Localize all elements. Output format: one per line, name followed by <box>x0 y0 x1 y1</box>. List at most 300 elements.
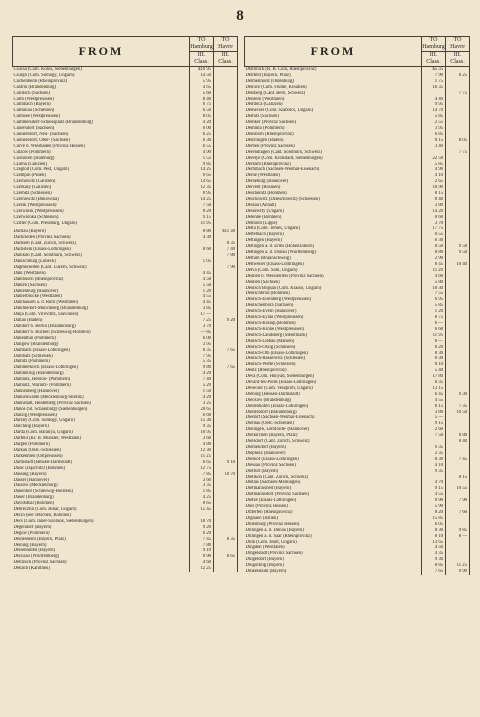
right-hamburg-to: TO <box>429 37 438 43</box>
havre-rate-cell: 10 55 <box>446 486 470 492</box>
right-havre-to: TO <box>453 37 462 43</box>
place-cell: Dachsen (Cant. Zürich, Schweiz) <box>13 241 76 247</box>
place-cell: Dachau (Bayern) <box>13 229 46 235</box>
place-cell: Dieckow (Brandenburg) <box>245 397 292 403</box>
hamburg-rate-cell: 5 40 <box>422 368 446 374</box>
place-cell: Deutsch-Ossig (Schlesien) <box>245 344 296 350</box>
place-cell: Deutschbrod (Böhmen) <box>245 291 290 297</box>
left-hamburg-class-num: III. <box>197 52 206 58</box>
havre-rate-cell: 9 50 <box>446 244 470 250</box>
place-cell: Dilln (Com. Hont, Ungarn) <box>245 539 297 545</box>
hamburg-rate-cell: 8 05 <box>190 114 214 120</box>
place-cell: Darkau (Oest.-Schlesien) <box>13 448 61 453</box>
right-rate-table <box>244 36 470 575</box>
hamburg-rate-cell: 6 00 <box>190 126 214 132</box>
place-cell: Deva (Com. Hunyad, Siebenbürgen) <box>245 374 315 380</box>
hamburg-rate-cell: 5 80 <box>422 280 446 286</box>
place-cell: Cuxhaven (Hamburg) <box>13 155 55 161</box>
hamburg-rate-cell: 15 85 <box>422 516 446 522</box>
place-cell: Dagmersellen (Cant. Luzern, Schweiz) <box>13 264 87 270</box>
hamburg-rate-cell: 6 60 <box>190 413 214 419</box>
place-cell: Derne (Westfalen) <box>245 173 280 179</box>
hamburg-rate-cell: 12 35 <box>190 185 214 191</box>
place-cell: Detta (Com. Temes, Ungarn) <box>245 226 300 232</box>
place-cell: Dargen (Pommern) <box>13 442 50 448</box>
hamburg-rate-cell: 14 50 <box>190 73 214 79</box>
hamburg-rate-cell: 6 55 <box>190 144 214 150</box>
place-cell: Derkum (Rheinprovinz) <box>245 161 291 167</box>
hamburg-rate-cell: 11 25 <box>190 454 214 460</box>
place-cell: Detenbe (Böhmen) <box>245 214 282 220</box>
place-cell: Dettingen a. d. Erms (Hohenzollern) <box>245 244 314 250</box>
havre-rate-cell: 8 40 <box>446 439 470 445</box>
hamburg-rate-cell: 3 80 <box>422 203 446 209</box>
hamburg-rate-cell: 8 15 <box>422 191 446 197</box>
place-cell: Cunersdorf (Sachsen) <box>13 126 55 132</box>
place-cell: Dallenthin (Pommern) <box>13 335 56 341</box>
hamburg-rate-cell: 8 45 <box>422 262 446 268</box>
place-cell: Diez (Provinz Hessen) <box>245 504 288 510</box>
place-cell: Dietmannsried (Bayern) <box>245 486 291 492</box>
hamburg-rate-cell: 12 30 <box>190 448 214 454</box>
place-cell: Deining (Bayern) <box>13 542 47 548</box>
place-cell: Czempin (Posen) <box>13 173 46 179</box>
hamburg-rate-cell: 7 50 <box>422 433 446 439</box>
hamburg-rate-cell: 4 65 <box>190 85 214 91</box>
place-cell: Deuben (Sachsen) <box>245 279 280 285</box>
right-hamburg-class-word: Class. <box>426 59 441 65</box>
place-cell: Demmin (Pommern) <box>245 126 285 132</box>
place-cell: Dammkrug (Brandenburg) <box>13 371 64 377</box>
hamburg-rate-cell: 12 25 <box>190 566 214 572</box>
place-cell: Debrecztin (Com. Bihar, Ungarn) <box>13 507 77 513</box>
place-cell: Deutsch-Eylau (Westpreussen) <box>245 315 304 321</box>
hamburg-rate-cell: 6 45 <box>422 392 446 398</box>
hamburg-rate-cell: 4 50 <box>190 277 214 283</box>
havre-rate-cell: 8 35 <box>214 537 238 543</box>
hamburg-rate-cell: 3 60 <box>190 478 214 484</box>
place-cell: Dauenhof (Schleswig-Holstein) <box>13 489 73 495</box>
hamburg-rate-cell: 8 30 <box>422 528 446 534</box>
place-cell: Delitzsch (Provinz Sachsen) <box>13 560 67 566</box>
place-cell: Dahlen (Sachsen) <box>13 282 47 288</box>
hamburg-rate-cell: 4 55 <box>422 492 446 498</box>
place-cell: Czifter (Com. Pressburg, Ungarn) <box>13 220 78 226</box>
place-cell: Dettum (Braunschweig) <box>245 256 291 261</box>
place-cell: Detmold (Lippe) <box>245 220 278 226</box>
place-cell: Czerwinsk (Westpreussen) <box>13 208 64 214</box>
hamburg-rate-cell: 5 85 <box>422 303 446 309</box>
hamburg-rate-cell: 1 55 <box>190 156 214 162</box>
hamburg-rate-cell: 22 50 <box>422 156 446 162</box>
hamburg-rate-cell: 8 60 <box>190 247 214 253</box>
hamburg-rate-cell: 4 35 <box>422 551 446 557</box>
place-cell: Dingden (Westfalen) <box>245 545 285 551</box>
hamburg-rate-cell: 9 15 <box>422 421 446 427</box>
place-cell: Dassing (Bayern) <box>13 471 47 477</box>
havre-rate-cell: 7 40 <box>214 247 238 253</box>
place-cell: Deidesheim (Bayern, Pfalz) <box>13 536 66 542</box>
hamburg-rate-cell: 6 60 <box>422 327 446 333</box>
place-cell: Czernitz (Schlesien) <box>13 191 52 197</box>
place-cell: Diedersdorf (Brandenburg) <box>245 409 297 415</box>
place-cell: Deretye (Com. Kronstadt, Siebenbürgen) <box>245 155 323 161</box>
hamburg-rate-cell: 8 40 <box>190 97 214 103</box>
hamburg-rate-cell: 6 05 <box>422 522 446 528</box>
place-cell: Dannenberg (Hannover) <box>13 388 60 394</box>
place-cell: Dános (St. Schässburg) (Siebenbürgen) <box>13 406 88 412</box>
place-cell: Deuben b. Weissenfels (Provinz Sachsen) <box>245 273 324 279</box>
place-cell: Dahl (Westfalen) <box>13 270 46 276</box>
hamburg-rate-cell: 4 80 <box>190 442 214 448</box>
hamburg-rate-cell: 15 30 <box>190 418 214 424</box>
left-hamburg-to: TO <box>197 37 206 43</box>
hamburg-rate-cell: 8 30 <box>422 351 446 357</box>
place-cell: Deizisau (Württemberg) <box>13 554 60 560</box>
hamburg-rate-cell: 8 90 <box>190 554 214 560</box>
hamburg-rate-cell: 17 — <box>190 312 214 318</box>
hamburg-rate-cell: 17 80 <box>422 374 446 380</box>
right-hamburg-header <box>422 37 446 52</box>
place-cell: Dervent (Bosnien) <box>245 185 281 191</box>
hamburg-rate-cell: 4 20 <box>190 395 214 401</box>
place-cell: Dannstadt, Heidelberg (Provinz Sachsen) <box>13 400 91 406</box>
right-column <box>244 36 470 575</box>
hamburg-rate-cell: 5 85 <box>422 114 446 120</box>
hamburg-rate-cell: 9 35 <box>422 469 446 475</box>
right-hamburg-class-num: III. <box>429 52 438 58</box>
hamburg-rate-cell: $16 95 <box>190 67 214 73</box>
hamburg-rate-cell: 4 45 <box>190 271 214 277</box>
havre-rate-cell: 7 75 <box>446 150 470 156</box>
place-cell: Cuchenheim (Rheinprovinz) <box>13 78 68 84</box>
left-hamburg-class <box>190 52 214 67</box>
hamburg-rate-cell: 3 70 <box>190 324 214 330</box>
left-hamburg-dest: Hamburg <box>190 44 213 50</box>
havre-rate-cell: 8 80 <box>446 433 470 439</box>
place-cell: Degow (Pommern) <box>13 530 50 536</box>
left-havre-header <box>214 37 238 52</box>
havre-rate-cell: 10 50 <box>446 410 470 416</box>
hamburg-rate-cell: 2 60 <box>422 427 446 433</box>
place-cell: Dillingen a. d. Saar (Rheinprovinz) <box>245 533 312 539</box>
hamburg-rate-cell: 4 10 <box>422 463 446 469</box>
table-row <box>13 566 238 572</box>
hamburg-rate-cell: 9 85 <box>190 162 214 168</box>
place-cell: Dahlhausen a. d. Ruhr (Westfalen) <box>13 300 79 306</box>
hamburg-rate-cell: 4 40 <box>422 97 446 103</box>
place-cell: Dallau (Baden) <box>13 318 43 324</box>
place-cell: Dassel (Hannover) <box>13 477 49 483</box>
hamburg-rate-cell: 11 95 <box>422 333 446 339</box>
place-cell: Dettelbach (Bayern) <box>245 232 284 238</box>
hamburg-rate-cell: 6 25 <box>190 132 214 138</box>
place-cell: Derendingen (Cant. Solothurn, Schweiz) <box>245 149 322 155</box>
place-cell: Dielsdorf (Cant. Zürich, Schweiz) <box>245 439 310 445</box>
place-cell: Culm (Westpreussen) <box>13 96 54 102</box>
place-cell: Dambach (Elsass-Lothringen) <box>13 347 70 353</box>
left-table-body <box>13 67 238 573</box>
place-cell: Culmsee (Westpreussen) <box>13 114 60 120</box>
hamburg-rate-cell: 18 90 <box>422 185 446 191</box>
havre-rate-cell: 7 90 <box>214 265 238 271</box>
place-cell: Dellfeld (Bayern, Pfalz) <box>245 72 291 78</box>
hamburg-rate-cell: 1 85 <box>190 489 214 495</box>
hamburg-rate-cell: 3 95 <box>422 126 446 132</box>
left-column <box>12 36 238 575</box>
hamburg-rate-cell: 2 55 <box>422 120 446 126</box>
hamburg-rate-cell: 6 — <box>422 321 446 327</box>
place-cell: Dahlbusch (Rheinprovinz) <box>13 276 64 282</box>
havre-rate-cell: 8 — <box>446 534 470 540</box>
hamburg-rate-cell: 3 35 <box>190 483 214 489</box>
hamburg-rate-cell: 1 20 <box>422 309 446 315</box>
hamburg-rate-cell: 18 30 <box>422 286 446 292</box>
place-cell: Dembica (Galizien) <box>245 102 283 108</box>
hamburg-rate-cell: 9 15 <box>190 215 214 221</box>
left-havre-class-word: Class. <box>218 59 233 65</box>
hamburg-rate-cell: 8 10 <box>422 362 446 368</box>
place-cell: Dalldorf b. Büchen (Schleswig-Holstein) <box>13 329 91 335</box>
place-cell: Demker (Provinz Sachsen) <box>245 120 297 126</box>
hamburg-rate-cell: $5 35 <box>422 67 446 73</box>
place-cell: Deutsch-Eisenberg (Westpreussen) <box>245 297 312 303</box>
hamburg-rate-cell: 7 45 <box>190 537 214 543</box>
place-cell: Dessau (Anhalt) <box>245 202 277 208</box>
hamburg-rate-cell: 5 35 <box>190 359 214 365</box>
hamburg-rate-cell: — 85 <box>190 330 214 336</box>
havre-rate-cell: 9 30 <box>446 392 470 398</box>
havre-rate-cell: 7 65 <box>214 365 238 371</box>
hamburg-rate-cell: 3 95 <box>190 342 214 348</box>
place-cell: Dassow (Mecklenburg) <box>13 483 58 489</box>
havre-rate-cell: 9 10 <box>214 460 238 466</box>
place-cell: Dettingen a. d. Donau (Württemberg) <box>245 250 316 256</box>
havre-rate-cell: 10 40 <box>446 262 470 268</box>
place-cell: Deisenhofen (Bayern) <box>13 548 56 554</box>
hamburg-rate-cell: 5 — <box>422 415 446 421</box>
place-cell: Dingolfing (Bayern) <box>245 563 284 569</box>
place-cell: Deutsch-Rasselwitz (Schlesien) <box>245 356 305 362</box>
place-cell: Deutsch-Wette (Schlesien) <box>245 362 296 368</box>
hamburg-rate-cell: 8 40 <box>422 197 446 203</box>
hamburg-rate-cell: 6 55 <box>422 232 446 238</box>
hamburg-rate-cell: 5 60 <box>190 91 214 97</box>
hamburg-rate-cell: 6 30 <box>190 138 214 144</box>
hamburg-rate-cell: 7 25 <box>190 318 214 324</box>
place-cell: Cunnersdorf, Neu- (Sachsen) <box>13 131 69 137</box>
columns <box>12 36 470 575</box>
hamburg-rate-cell: 8 95 <box>190 191 214 197</box>
place-cell: Detva (Com. Sohl, Ungarn) <box>245 267 298 273</box>
place-cell: Diessau (Provinz Sachsen) <box>245 462 296 468</box>
place-cell: Csucsa (Com. Kolos, Siebenbürgen) <box>13 67 82 72</box>
place-cell: Dahlenburg (Hannover) <box>13 288 59 294</box>
havre-rate-cell: 7 75 <box>446 91 470 97</box>
place-cell: Derben (Provinz Sachsen) <box>245 143 295 149</box>
place-cell: Dahlmedorf-Münchberg (Brandenburg) <box>13 306 88 312</box>
hamburg-rate-cell: 5 20 <box>190 383 214 389</box>
place-cell: Decin (see Tetschen, Böhmen) <box>13 512 71 518</box>
hamburg-rate-cell: 1 50 <box>190 389 214 395</box>
place-cell: Darmstadt (Hessen-Darmstadt) <box>13 459 72 465</box>
hamburg-rate-cell: 9 30 <box>422 557 446 563</box>
hamburg-rate-cell: 14 25 <box>190 197 214 203</box>
hamburg-rate-cell: 8 35 <box>190 348 214 354</box>
havre-rate-cell: 10 70 <box>214 472 238 478</box>
hamburg-rate-cell: 6 95 <box>422 297 446 303</box>
place-cell: Cullitsch (Sachsen) <box>13 90 51 96</box>
page-number: 8 <box>236 8 244 24</box>
place-cell: Dettweiler (Elsass-Lothringen) <box>245 261 304 267</box>
havre-rate-cell: $11 30 <box>214 229 238 235</box>
place-cell: Decs (Com. Inner-Szolnok, Siebenbürgen) <box>13 518 94 524</box>
hamburg-rate-cell: 12 75 <box>190 466 214 472</box>
hamburg-rate-cell: 7 90 <box>422 73 446 79</box>
right-havre-class-word: Class. <box>450 59 465 65</box>
hamburg-rate-cell: 8 60 <box>422 215 446 221</box>
havre-rate-cell: 7 80 <box>214 253 238 259</box>
havre-rate-cell: 9 85 <box>446 528 470 534</box>
hamburg-rate-cell: 9 95 <box>422 102 446 108</box>
hamburg-rate-cell: 4 90 <box>422 167 446 173</box>
hamburg-rate-cell: 5 50 <box>190 283 214 289</box>
hamburg-rate-cell: 9 15 <box>422 486 446 492</box>
place-cell: Deutz (Rheinprovinz) <box>245 368 287 374</box>
place-cell: Csurgó (Com. Somogy, Ungarn) <box>13 72 75 78</box>
place-cell: Diedorf (Sachsen-Weimar-Eisenach) <box>245 415 315 421</box>
havre-rate-cell: 7 45 <box>446 457 470 463</box>
hamburg-rate-cell: 11 95 <box>190 221 214 227</box>
left-havre-class-num: III. <box>221 52 230 58</box>
havre-rate-cell: 7 90 <box>446 498 470 504</box>
place-cell: Dingelstädt (Provinz Sachsen) <box>245 551 303 557</box>
hamburg-rate-cell: 8 — <box>422 339 446 345</box>
place-cell: Deutsch-Oth (Elsass-Lothringen) <box>245 350 308 356</box>
left-hamburg-header <box>190 37 214 52</box>
place-cell: Delstern (Westfalen) <box>245 96 285 102</box>
hamburg-rate-cell: 4 50 <box>422 545 446 551</box>
place-cell: Differten (Rheinprovinz) <box>245 509 293 515</box>
place-cell: Cunnersdorf, Ober- (Sachsen) <box>13 137 70 143</box>
place-cell: Dieskof (Elsass-Lothringen) <box>245 456 299 462</box>
place-cell: Danzig (Westpreussen) <box>13 412 57 418</box>
place-cell: Czernowitz (Bukowina) <box>13 196 59 202</box>
hamburg-rate-cell: 2 90 <box>422 256 446 262</box>
right-havre-dest: Havre <box>450 44 465 50</box>
place-cell: Dietmannsdorf (Provinz Sachsen) <box>245 492 310 498</box>
hamburg-rate-cell: 9 10 <box>190 548 214 554</box>
hamburg-rate-cell: 8 65 <box>190 501 214 507</box>
hamburg-rate-cell: 4 45 <box>190 300 214 306</box>
place-cell: Cummersdorf-Schiessplatz (Brandenburg) <box>13 120 93 126</box>
havre-rate-cell: 7 60 <box>446 510 470 516</box>
place-cell: Delmenhorst (Oldenburg) <box>245 78 294 84</box>
place-cell: Darfeld (Kr. B. Münster, Westfalen) <box>13 436 81 442</box>
hamburg-rate-cell: 4 90 <box>190 150 214 156</box>
place-cell: Dalldorf b. Berlin (Brandenburg) <box>13 323 76 329</box>
place-cell: Diepholz (Hannover) <box>245 450 286 456</box>
hamburg-rate-cell: 3 40 <box>422 144 446 150</box>
hamburg-rate-cell: 3 80 <box>422 410 446 416</box>
havre-rate-cell: 7 35 <box>446 404 470 410</box>
hamburg-rate-cell: 6 65 <box>190 460 214 466</box>
place-cell: Deutsch-Evern (Hannover) <box>245 309 297 315</box>
hamburg-rate-cell: 6 00 <box>190 336 214 342</box>
havre-rate-cell: 8 15 <box>446 475 470 481</box>
havre-rate-cell: 8 05 <box>446 138 470 144</box>
hamburg-rate-cell: 8 85 <box>422 563 446 569</box>
hamburg-rate-cell: 7 65 <box>422 569 446 575</box>
place-cell: Derneburg (Hannover) <box>245 179 289 185</box>
place-cell: Demitz (Sachsen) <box>245 114 279 120</box>
place-cell: Dammerkirch (Elsass-Lothringen) <box>13 365 78 371</box>
left-havre-dest: Havre <box>218 44 233 50</box>
hamburg-rate-cell: 2 35 <box>422 451 446 457</box>
hamburg-rate-cell: 4 60 <box>422 274 446 280</box>
hamburg-rate-cell: 1 20 <box>190 289 214 295</box>
hamburg-rate-cell: 8 80 <box>190 229 214 235</box>
hamburg-rate-cell: 8 30 <box>422 457 446 463</box>
hamburg-rate-cell: 15 45 <box>190 507 214 513</box>
hamburg-rate-cell: 4 55 <box>190 294 214 300</box>
hamburg-rate-cell: 6 30 <box>422 238 446 244</box>
place-cell: Czeglód (Com. Pest, Ungarn) <box>13 167 70 173</box>
havre-rate-cell: 7 65 <box>214 348 238 354</box>
place-cell: Dieburg (Hessen-Darmstadt) <box>245 391 300 397</box>
hamburg-rate-cell: 20 65 <box>190 407 214 413</box>
hamburg-rate-cell: 5 90 <box>422 504 446 510</box>
place-cell: Deutsch Bogsan (Com. Krassó, Ungarn) <box>245 285 322 291</box>
hamburg-rate-cell: 8 15 <box>422 404 446 410</box>
place-cell: Diedenhofen (Elsass-Lothringen) <box>245 403 309 409</box>
havre-rate-cell: 9 20 <box>214 318 238 324</box>
place-cell: Deutsch-Landsberg (Steiermark) <box>245 332 307 338</box>
hamburg-rate-cell: 11 20 <box>422 268 446 274</box>
hamburg-rate-cell: 5 95 <box>190 79 214 85</box>
havre-rate-cell: 8 65 <box>214 554 238 560</box>
hamburg-rate-cell: 3 85 <box>190 306 214 312</box>
place-cell: Dašic (Dąschitz) (Böhmen) <box>13 465 66 471</box>
place-cell: Dellach (Kärnthen) <box>13 566 50 572</box>
hamburg-rate-cell: 3 60 <box>190 436 214 442</box>
havre-rate-cell: 9 90 <box>446 569 470 575</box>
place-cell: Darkehmen (Ostpreussen) <box>13 453 63 459</box>
hamburg-rate-cell: 8 20 <box>422 510 446 516</box>
table-row <box>245 569 470 575</box>
hamburg-rate-cell: 6 20 <box>422 345 446 351</box>
hamburg-rate-cell: 1 75 <box>422 79 446 85</box>
hamburg-rate-cell: 13 65 <box>422 540 446 546</box>
place-cell: Darány (Com. Somogy, Ungarn) <box>13 418 75 424</box>
havre-rate-cell: 8 35 <box>214 241 238 247</box>
hamburg-rate-cell: 16 35 <box>422 85 446 91</box>
place-cell: Dielhau (Oest.-Schlesien) <box>245 421 294 427</box>
havre-rate-cell <box>214 566 238 572</box>
hamburg-rate-cell: 8 30 <box>422 356 446 362</box>
place-cell: Czerkasy (Galizien) <box>13 185 52 191</box>
place-cell: Dielingen, Lemförde- (Hannover) <box>245 427 310 433</box>
hamburg-rate-cell: 4 20 <box>190 371 214 377</box>
hamburg-rate-cell: 8 15 <box>422 138 446 144</box>
right-havre-class <box>446 52 470 67</box>
place-cell: Dárda (Com. Baranya, Ungarn) <box>13 430 73 436</box>
place-cell: Dallgow (Brandenburg) <box>13 341 59 347</box>
place-cell: Delnice (Com. Fiume, Kroatien) <box>245 84 307 90</box>
place-cell: Demecser (Com. Szabolcs, Ungarn) <box>245 108 314 114</box>
place-cell: Cutzow (Pommern) <box>13 149 51 155</box>
place-cell: Curve b. Wiesbaden (Provinz Hessen) <box>13 143 85 149</box>
